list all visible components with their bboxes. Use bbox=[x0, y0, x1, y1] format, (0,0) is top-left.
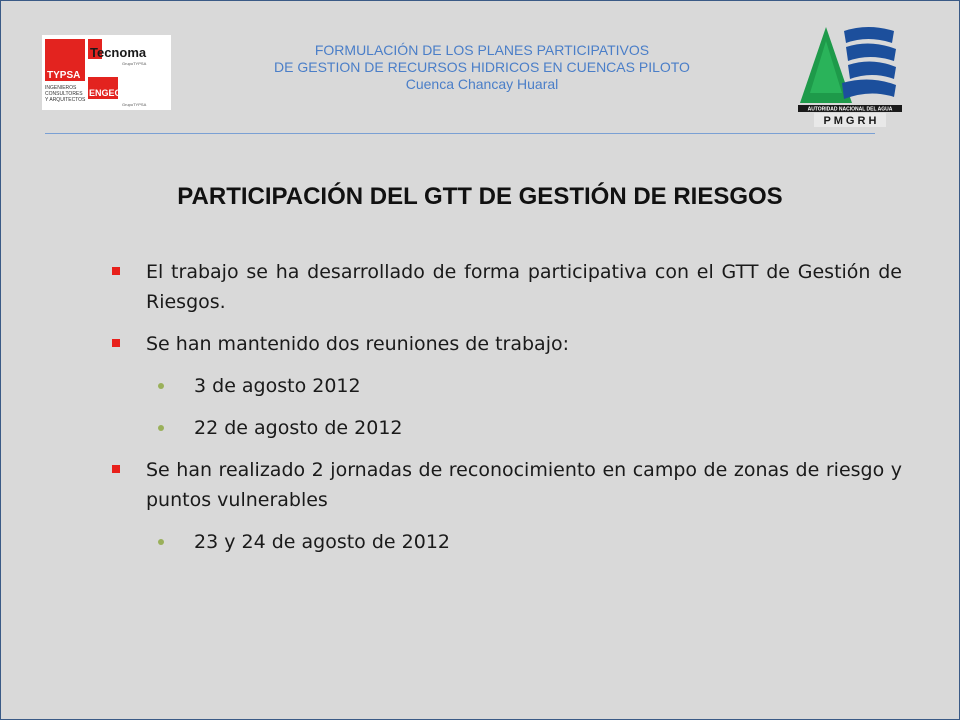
square-bullet-icon bbox=[112, 339, 120, 347]
dot-bullet-icon bbox=[158, 425, 164, 431]
sub-list-item bbox=[108, 371, 902, 401]
typsa-subtitle-1: INGENIEROS bbox=[45, 85, 77, 91]
logo-wave-3 bbox=[848, 61, 896, 79]
project-header bbox=[201, 42, 763, 93]
header-line-1: FORMULACIÓN DE LOS PLANES PARTICIPATIVOS bbox=[314, 42, 650, 58]
logo-wave-2 bbox=[846, 43, 896, 61]
header-divider bbox=[45, 133, 875, 134]
typsa-tecnoma-engecorps-logo bbox=[42, 35, 171, 110]
list-item-text: El trabajo se ha desarrollado de forma participativa con el GTT de Gestión de Riesgos. bbox=[146, 261, 902, 313]
list-item bbox=[108, 257, 902, 317]
tecnoma-wordmark: Tecnoma bbox=[90, 45, 147, 60]
header-line-3: Cuenca Chancay Huaral bbox=[405, 76, 559, 92]
square-bullet-icon bbox=[112, 465, 120, 473]
ana-pmgrh-logo bbox=[796, 23, 904, 133]
engecorps-subtitle: GrupoTYPSA bbox=[122, 102, 147, 107]
engecorps-wordmark: ENGECORPS bbox=[89, 88, 147, 98]
logo-agency-text: AUTORIDAD NACIONAL DEL AGUA bbox=[807, 106, 893, 113]
list-item-text: Se han realizado 2 jornadas de reconocimiento en campo de zonas de riesgo y puntos vulnerables bbox=[146, 459, 902, 511]
tecnoma-subtitle: GrupoTYPSA bbox=[122, 61, 147, 66]
logo-acronym-text: P M G R H bbox=[823, 115, 877, 127]
sub-list-item bbox=[108, 413, 902, 443]
typsa-wordmark: TYPSA bbox=[47, 70, 81, 81]
logo-wave-1 bbox=[844, 27, 894, 43]
bullet-list bbox=[108, 257, 902, 569]
dot-bullet-icon bbox=[158, 539, 164, 545]
typsa-subtitle-3: Y ARQUITECTOS bbox=[45, 97, 86, 103]
typsa-subtitle-2: CONSULTORES bbox=[45, 91, 83, 97]
dot-bullet-icon bbox=[158, 383, 164, 389]
list-item-text: Se han mantenido dos reuniones de trabajo: bbox=[146, 333, 570, 355]
logo-wave-4 bbox=[842, 79, 896, 99]
sub-list-item-text: 23 y 24 de agosto de 2012 bbox=[194, 531, 450, 553]
list-item bbox=[108, 329, 902, 359]
sub-list-item-text: 3 de agosto 2012 bbox=[194, 375, 361, 397]
square-bullet-icon bbox=[112, 267, 120, 275]
slide-title: PARTICIPACIÓN DEL GTT DE GESTIÓN DE RIESGOS bbox=[177, 183, 783, 210]
sub-list-item-text: 22 de agosto de 2012 bbox=[194, 417, 403, 439]
list-item bbox=[108, 455, 902, 515]
sub-list-item bbox=[108, 527, 902, 557]
header-line-2: DE GESTION DE RECURSOS HIDRICOS EN CUENCAS PILOTO bbox=[274, 59, 690, 75]
